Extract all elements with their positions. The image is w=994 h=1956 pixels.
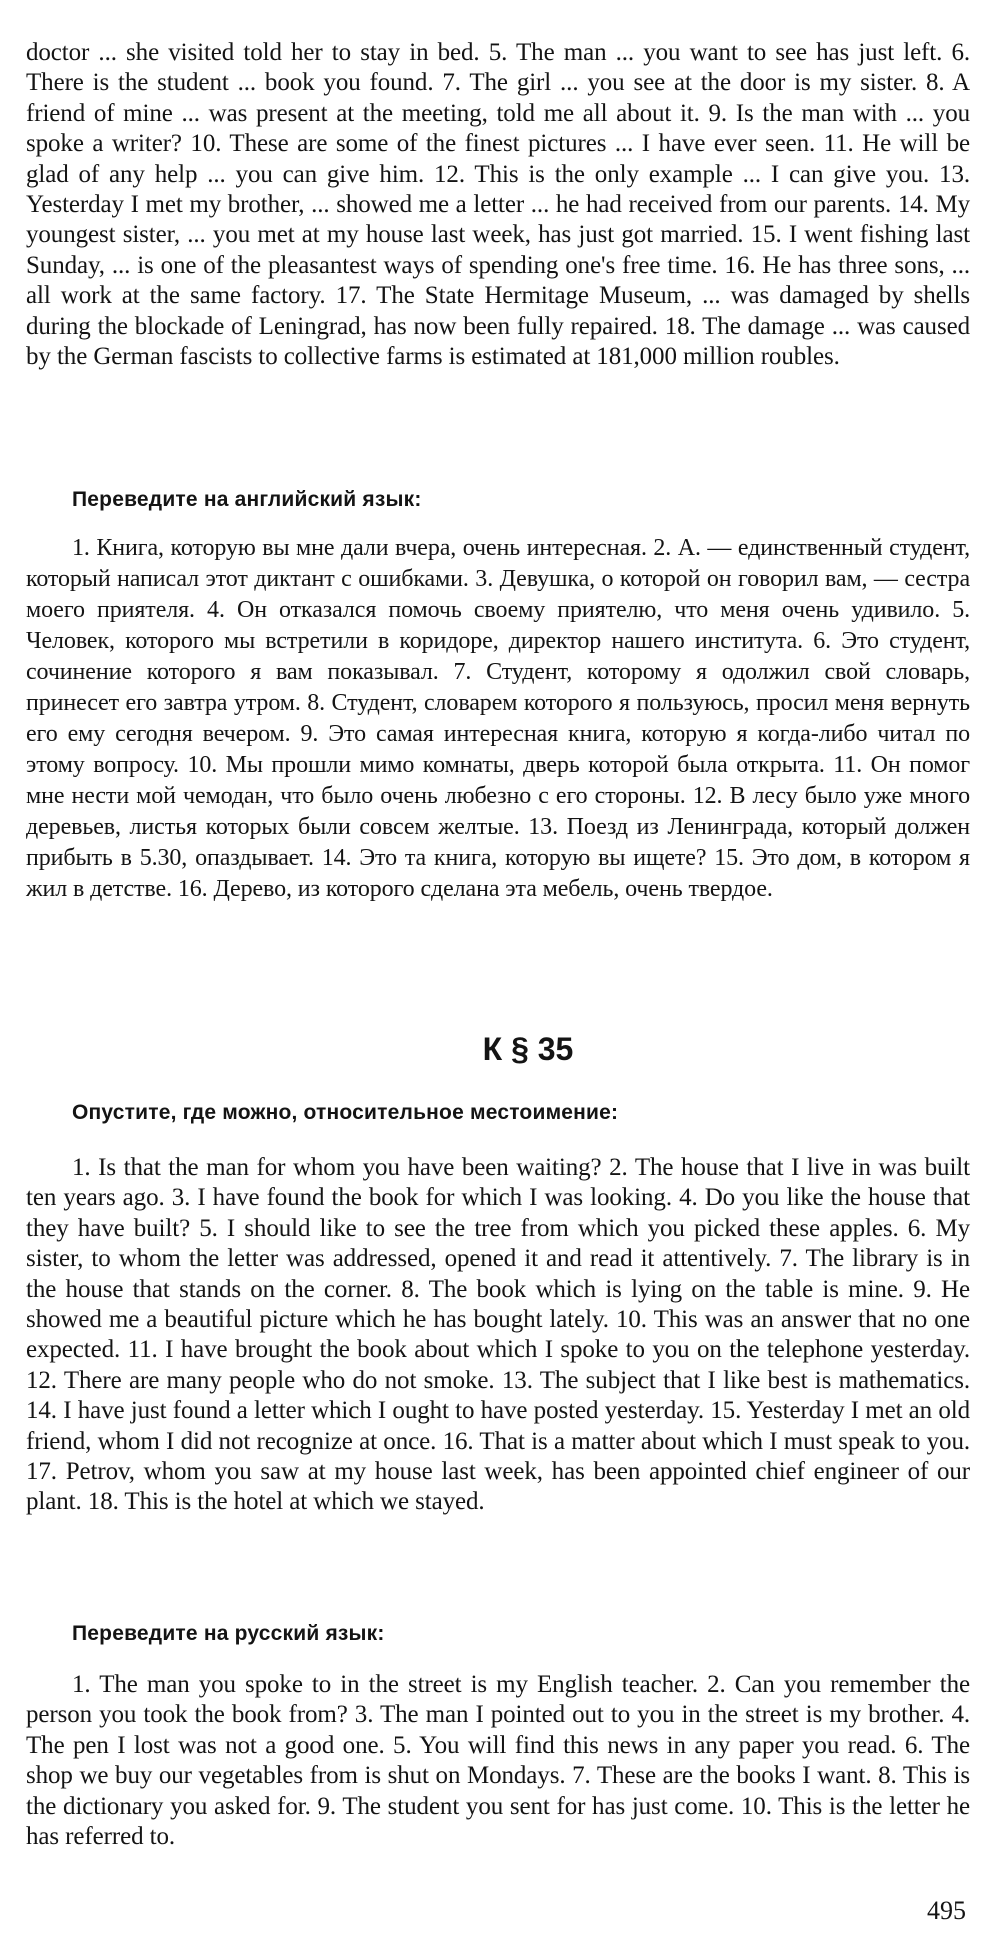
section-title: К § 35	[482, 1031, 574, 1067]
exercise-omit-pronoun-text: 1. Is that the man for whom you have been waiting? 2. The house that I live in was built ten years ago. 3. I have found the book for which I was looking. 4. Do you like the house that they have built? 5. I should like to see the tree from which you picked these apples. 6. My sister, to whom the letter was addressed, opened it and read it attentively. 7. The library is in the house that stands on the corner. 8. The book which is lying on the table is mine. 9. He showed me a beautiful picture which he has bought lately. 10. This was an answer that no one expected. 11. I have brought the book about which I spoke to you on the telephone yesterday. 12. There are many people who do not smoke. 13. The subject that I like best is mathematics. 14. I have just found a letter which I ought to have posted yesterday. 15. Yesterday I met an old friend, whom I did not recognize at once. 16. That is a matter about which I must speak to you. 17. Petrov, whom you saw at my house last week, has been appointed chief engineer of our plant. 18. This is the hotel at which we stayed.	[26, 1154, 970, 1516]
page-number: 495	[927, 1896, 966, 1925]
exercise-translate-to-english-text: 1. Книга, которую вы мне дали вчера, очень интересная. 2. А. — единственный студент, который написал этот диктант с ошибками. 3. Девушка, о которой он говорил вам, — сестра моего приятеля. 4. Он отказался помочь своему приятелю, что меня очень удивило. 5. Человек, которого мы встретили в коридоре, директор нашего института. 6. Это студент, сочинение которого я вам показывал. 7. Студент, которому я одолжил свой словарь, принесет его завтра утром. 8. Студент, словарем которого я пользуюсь, просил меня вернуть его ему сегодня вечером. 9. Это самая интересная книга, которую я когда-либо читал по этому вопросу. 10. Мы прошли мимо комнаты, дверь которой была открыта. 11. Он помог мне нести мой чемодан, что было очень любезно с его стороны. 12. В лесу было уже много деревьев, листья которых были совсем желтые. 13. Поезд из Ленинграда, который должен прибыть в 5.30, опаздывает. 14. Это та книга, которую вы ищете? 15. Это дом, в котором я жил в детстве. 16. Дерево, из которого сделана эта мебель, очень твердое.	[26, 535, 970, 902]
heading-translate-to-english: Переведите на английский язык:	[72, 488, 422, 511]
exercise-translate-to-russian-text: 1. The man you spoke to in the street is my English teacher. 2. Can you remember the person you took the book from? 3. The man I pointed out to you in the street is my brother. 4. The pen I lost was not a good one. 5. You will find this news in any paper you read. 6. The shop we buy our vegetables from is shut on Mondays. 7. These are the books I want. 8. This is the dictionary you asked for. 9. The student you sent for has just come. 10. This is the letter he has referred to.	[26, 1671, 970, 1851]
heading-omit-relative-pronoun: Опустите, где можно, относительное местоимение:	[72, 1101, 619, 1124]
heading-translate-to-russian: Переведите на русский язык:	[72, 1622, 385, 1645]
continued-exercise-text: doctor ... she visited told her to stay in bed. 5. The man ... you want to see has just left. 6. There is the student ... book you found. 7. The girl ... you see at the door is my sister. 8. A friend of mine ... was present at the meeting, told me all about it. 9. Is the man with ... you spoke a writer? 10. These are some of the finest pictures ... I have ever seen. 11. He will be glad of any help ... you can give him. 12. This is the only example ... I can give you. 13. Yesterday I met my brother, ... showed me a letter ... he had received from our parents. 14. My youngest sister, ... you met at my house last week, has just got married. 15. I went fishing last Sunday, ... is one of the pleasantest ways of spending one's free time. 16. He has three sons, ... all work at the same factory. 17. The State Hermitage Museum, ... was damaged by shells during the blockade of Leningrad, has now been fully repaired. 18. The damage ... was caused by the German fascists to collective farms is estimated at 181,000 million roubles.	[26, 39, 970, 371]
